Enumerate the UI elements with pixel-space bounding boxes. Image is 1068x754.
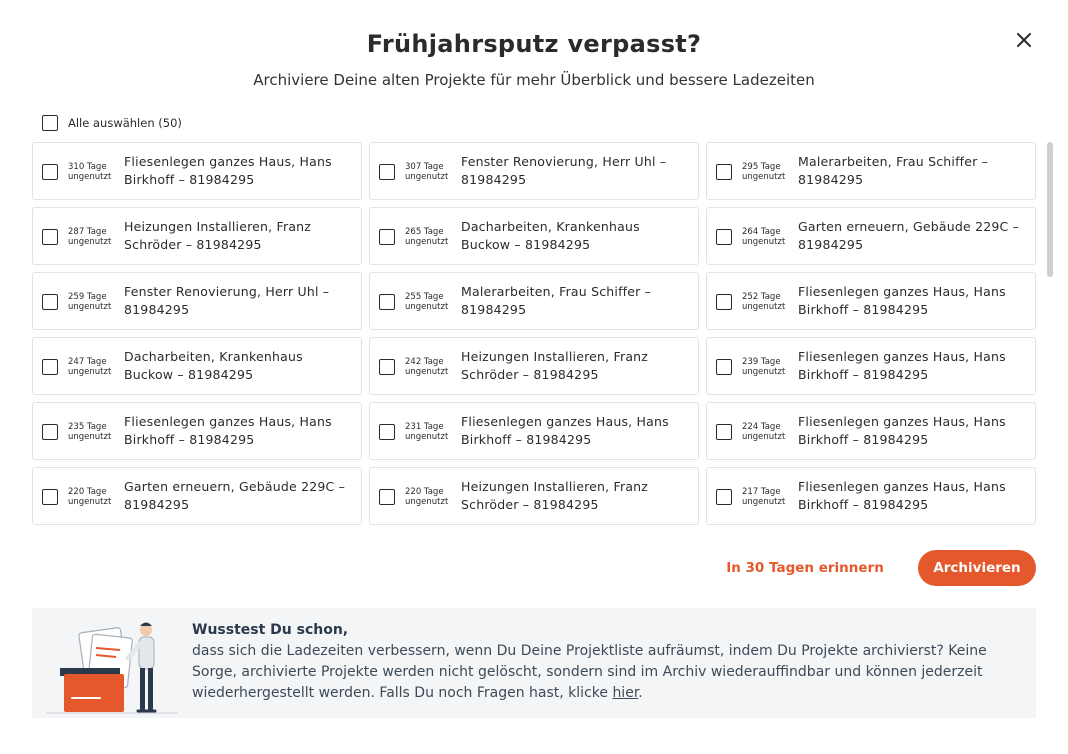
help-link[interactable]: hier: [612, 685, 639, 701]
project-checkbox[interactable]: [42, 294, 58, 310]
project-title: Malerarbeiten, Frau Schiffer – 81984295: [798, 154, 989, 187]
unused-days: [68, 487, 118, 507]
unused-label: ungenutzt: [742, 497, 786, 507]
project-title: Fliesenlegen ganzes Haus, Hans Birkhoff – 81984295: [798, 284, 1006, 317]
project-card[interactable]: [369, 142, 699, 200]
unused-days-count: 252 Tage: [742, 292, 781, 302]
unused-days-count: 259 Tage: [68, 292, 107, 302]
project-checkbox[interactable]: [379, 164, 395, 180]
info-text: [192, 641, 1022, 704]
project-checkbox[interactable]: [716, 164, 732, 180]
unused-days-count: 217 Tage: [742, 487, 781, 497]
project-checkbox[interactable]: [42, 424, 58, 440]
scrollbar-thumb[interactable]: [1047, 142, 1053, 277]
project-title: Heizungen Installieren, Franz Schröder – 81984295: [124, 219, 312, 252]
page-subtitle: Archiviere Deine alten Projekte für mehr Überblick und bessere Ladezeiten: [253, 71, 815, 89]
project-checkbox[interactable]: [379, 489, 395, 505]
select-all-label: Alle auswählen (50): [68, 116, 182, 130]
unused-days: [742, 162, 792, 182]
project-card[interactable]: [369, 272, 699, 330]
unused-days: [405, 487, 455, 507]
archive-illustration-icon: [42, 616, 182, 716]
project-title: Dacharbeiten, Krankenhaus Buckow – 81984295: [124, 349, 303, 382]
unused-label: ungenutzt: [405, 302, 449, 312]
project-grid: [32, 142, 1042, 525]
project-title: Heizungen Installieren, Franz Schröder – 81984295: [461, 479, 649, 512]
remind-later-button[interactable]: In 30 Tagen erinnern: [726, 560, 884, 576]
unused-label: ungenutzt: [68, 497, 112, 507]
archive-button[interactable]: Archivieren: [918, 550, 1036, 586]
project-card[interactable]: [369, 467, 699, 525]
unused-label: ungenutzt: [405, 367, 449, 377]
project-card[interactable]: [369, 402, 699, 460]
unused-days: [742, 227, 792, 247]
project-title: Heizungen Installieren, Franz Schröder – 81984295: [461, 349, 649, 382]
select-all[interactable]: [42, 115, 182, 131]
unused-label: ungenutzt: [742, 237, 786, 247]
unused-days: [68, 422, 118, 442]
project-checkbox[interactable]: [716, 359, 732, 375]
info-box: [32, 608, 1036, 718]
project-title: Fenster Renovierung, Herr Uhl – 81984295: [461, 154, 667, 187]
project-checkbox[interactable]: [42, 164, 58, 180]
info-end: .: [638, 685, 643, 701]
unused-days: [742, 292, 792, 312]
unused-days: [68, 162, 118, 182]
project-title: Fliesenlegen ganzes Haus, Hans Birkhoff – 81984295: [124, 154, 332, 187]
project-card[interactable]: [32, 142, 362, 200]
close-icon: [1012, 28, 1036, 52]
unused-label: ungenutzt: [742, 432, 786, 442]
unused-label: ungenutzt: [405, 497, 449, 507]
project-title: Fliesenlegen ganzes Haus, Hans Birkhoff – 81984295: [798, 479, 1006, 512]
unused-days-count: 220 Tage: [405, 487, 444, 497]
project-checkbox[interactable]: [716, 294, 732, 310]
project-card[interactable]: [32, 207, 362, 265]
project-card[interactable]: [369, 207, 699, 265]
unused-days-count: 247 Tage: [68, 357, 107, 367]
project-checkbox[interactable]: [42, 489, 58, 505]
info-title: Wusstest Du schon,: [192, 622, 349, 638]
project-card[interactable]: [369, 337, 699, 395]
project-list: [32, 142, 1042, 532]
unused-label: ungenutzt: [405, 172, 449, 182]
project-title: Fliesenlegen ganzes Haus, Hans Birkhoff – 81984295: [461, 414, 669, 447]
project-card[interactable]: [32, 272, 362, 330]
unused-label: ungenutzt: [742, 367, 786, 377]
unused-days-count: 295 Tage: [742, 162, 781, 172]
unused-days-count: 310 Tage: [68, 162, 107, 172]
project-checkbox[interactable]: [42, 359, 58, 375]
project-title: Fenster Renovierung, Herr Uhl – 81984295: [124, 284, 330, 317]
unused-days: [405, 422, 455, 442]
close-button[interactable]: [1012, 28, 1036, 52]
project-checkbox[interactable]: [379, 294, 395, 310]
project-checkbox[interactable]: [716, 424, 732, 440]
unused-days-count: 264 Tage: [742, 227, 781, 237]
project-card[interactable]: [706, 142, 1036, 200]
unused-days-count: 287 Tage: [68, 227, 107, 237]
project-title: Dacharbeiten, Krankenhaus Buckow – 81984295: [461, 219, 640, 252]
project-title: Malerarbeiten, Frau Schiffer – 81984295: [461, 284, 652, 317]
project-checkbox[interactable]: [42, 229, 58, 245]
unused-days-count: 235 Tage: [68, 422, 107, 432]
unused-days: [405, 227, 455, 247]
project-checkbox[interactable]: [716, 489, 732, 505]
unused-days: [742, 422, 792, 442]
page-title: Frühjahrsputz verpasst?: [366, 30, 702, 58]
unused-label: ungenutzt: [742, 172, 786, 182]
unused-label: ungenutzt: [68, 302, 112, 312]
project-card[interactable]: [706, 402, 1036, 460]
unused-days: [68, 292, 118, 312]
project-title: Garten erneuern, Gebäude 229C – 81984295: [124, 479, 346, 512]
project-card[interactable]: [32, 467, 362, 525]
unused-days: [405, 292, 455, 312]
unused-label: ungenutzt: [405, 237, 449, 247]
unused-label: ungenutzt: [68, 172, 112, 182]
project-list-scrollbar[interactable]: [1047, 142, 1055, 532]
project-checkbox[interactable]: [379, 359, 395, 375]
project-card[interactable]: [32, 402, 362, 460]
unused-label: ungenutzt: [405, 432, 449, 442]
unused-days: [742, 487, 792, 507]
info-body: dass sich die Ladezeiten verbessern, wenn Du Deine Projektliste aufräumst, indem Du Projekte archivierst? Keine Sorge, archivierte Projekte werden nicht gelöscht, sondern sind im Archiv wiederauffindbar und können jederzeit wiederhergestellt werden. Falls Du noch Fragen hast, klicke: [192, 643, 987, 701]
unused-label: ungenutzt: [68, 432, 112, 442]
project-title: Fliesenlegen ganzes Haus, Hans Birkhoff – 81984295: [798, 349, 1006, 382]
project-title: Garten erneuern, Gebäude 229C – 81984295: [798, 219, 1020, 252]
project-card[interactable]: [706, 207, 1036, 265]
unused-days-count: 231 Tage: [405, 422, 444, 432]
unused-label: ungenutzt: [68, 237, 112, 247]
project-checkbox[interactable]: [379, 229, 395, 245]
project-title: Fliesenlegen ganzes Haus, Hans Birkhoff – 81984295: [124, 414, 332, 447]
unused-label: ungenutzt: [742, 302, 786, 312]
unused-days-count: 239 Tage: [742, 357, 781, 367]
unused-days: [405, 162, 455, 182]
project-title: Fliesenlegen ganzes Haus, Hans Birkhoff – 81984295: [798, 414, 1006, 447]
unused-days: [68, 357, 118, 377]
project-card[interactable]: [706, 337, 1036, 395]
project-card[interactable]: [32, 337, 362, 395]
project-checkbox[interactable]: [716, 229, 732, 245]
unused-days-count: 255 Tage: [405, 292, 444, 302]
project-card[interactable]: [706, 272, 1036, 330]
select-all-checkbox[interactable]: [42, 115, 58, 131]
unused-days: [68, 227, 118, 247]
unused-days-count: 265 Tage: [405, 227, 444, 237]
unused-label: ungenutzt: [68, 367, 112, 377]
project-checkbox[interactable]: [379, 424, 395, 440]
unused-days: [405, 357, 455, 377]
unused-days: [742, 357, 792, 377]
unused-days-count: 307 Tage: [405, 162, 444, 172]
unused-days-count: 224 Tage: [742, 422, 781, 432]
project-card[interactable]: [706, 467, 1036, 525]
unused-days-count: 220 Tage: [68, 487, 107, 497]
unused-days-count: 242 Tage: [405, 357, 444, 367]
